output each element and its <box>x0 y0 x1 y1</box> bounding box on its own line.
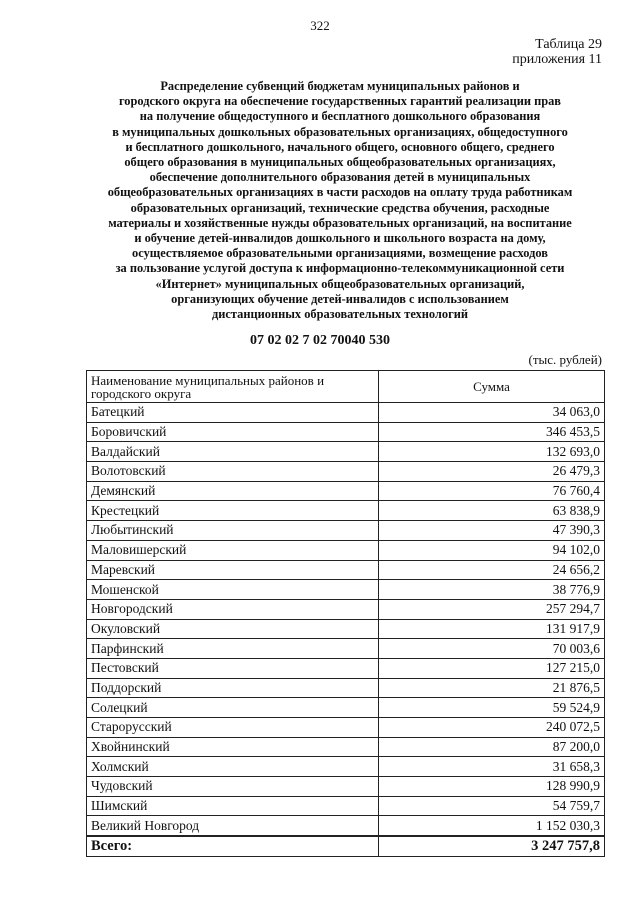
title-line: на получение общедоступного и бесплатного дошкольного образования <box>139 109 541 124</box>
district-sum: 70 003,6 <box>379 639 605 659</box>
table-reference-line: Таблица 29 <box>535 37 602 52</box>
title-line: организующих обучение детей-инвалидов с использованием <box>171 291 509 306</box>
title-line: в муниципальных дошкольных образовательных организациях, общедоступного <box>112 124 568 139</box>
table-row <box>87 521 605 541</box>
district-name: Новгородский <box>87 599 379 619</box>
table-row <box>87 481 605 501</box>
district-name: Холмский <box>87 757 379 777</box>
district-sum: 127 215,0 <box>379 658 605 678</box>
title-line: «Интернет» муниципальных общеобразовательных организаций, <box>155 276 525 291</box>
table-row <box>87 599 605 619</box>
district-name: Парфинский <box>87 639 379 659</box>
district-name: Шимский <box>87 796 379 816</box>
district-sum: 128 990,9 <box>379 777 605 797</box>
title-line: и бесплатного дошкольного, начального общего, основного общего, среднего <box>125 139 555 154</box>
table-row <box>87 403 605 423</box>
district-name: Демянский <box>87 481 379 501</box>
district-name: Хвойнинский <box>87 737 379 757</box>
table-row <box>87 718 605 738</box>
total-sum: 3 247 757,8 <box>379 836 605 856</box>
table-reference <box>512 37 602 67</box>
district-sum: 34 063,0 <box>379 403 605 423</box>
title-line: и обучение детей-инвалидов дошкольного и школьного возраста на дому, <box>134 231 546 246</box>
table-row <box>87 678 605 698</box>
district-name: Любытинский <box>87 521 379 541</box>
district-name: Мошенской <box>87 580 379 600</box>
title-line: дистанционных образовательных технологий <box>212 307 468 322</box>
table-row <box>87 580 605 600</box>
district-sum: 21 876,5 <box>379 678 605 698</box>
table-row <box>87 619 605 639</box>
table-row <box>87 796 605 816</box>
district-sum: 257 294,7 <box>379 599 605 619</box>
district-name: Поддорский <box>87 678 379 698</box>
table-row <box>87 560 605 580</box>
title-line: материалы и хозяйственные нужды образовательных организаций, на воспитание <box>108 215 572 230</box>
table-row <box>87 540 605 560</box>
table-row <box>87 462 605 482</box>
budget-classification-code: 07 02 02 7 02 70040 530 <box>250 333 390 348</box>
table-reference-line: приложения 11 <box>512 52 602 67</box>
district-sum: 132 693,0 <box>379 442 605 462</box>
district-name: Великий Новгород <box>87 816 379 836</box>
district-name: Маревский <box>87 560 379 580</box>
district-name: Старорусский <box>87 718 379 738</box>
district-sum: 59 524,9 <box>379 698 605 718</box>
district-name: Батецкий <box>87 403 379 423</box>
title-line: обеспечение дополнительного образования детей в муниципальных <box>149 170 531 185</box>
district-sum: 26 479,3 <box>379 462 605 482</box>
table-body <box>87 403 605 857</box>
title-line: общего образования в муниципальных общеобразовательных организациях, <box>124 155 556 170</box>
district-sum: 47 390,3 <box>379 521 605 541</box>
title-line: за пользование услугой доступа к информационно-телекоммуникационной сети <box>115 261 565 276</box>
table-row <box>87 698 605 718</box>
subventions-table <box>86 370 605 857</box>
column-header-name: Наименование муниципальных районов и городского округа <box>87 371 379 403</box>
district-sum: 346 453,5 <box>379 422 605 442</box>
table-row <box>87 639 605 659</box>
table-row <box>87 442 605 462</box>
district-sum: 54 759,7 <box>379 796 605 816</box>
district-sum: 94 102,0 <box>379 540 605 560</box>
table-row <box>87 422 605 442</box>
table-row <box>87 501 605 521</box>
district-name: Солецкий <box>87 698 379 718</box>
district-sum: 1 152 030,3 <box>379 816 605 836</box>
title-line: образовательных организаций, технические средства обучения, расходные <box>130 200 550 215</box>
table-header-row <box>87 371 605 403</box>
district-name: Маловишерский <box>87 540 379 560</box>
total-label: Всего: <box>87 836 379 856</box>
table-row <box>87 658 605 678</box>
column-header-sum: Сумма <box>379 371 605 403</box>
district-name: Валдайский <box>87 442 379 462</box>
district-name: Чудовский <box>87 777 379 797</box>
title-line: общеобразовательных организациях в части расходов на оплату труда работникам <box>107 185 573 200</box>
district-sum: 131 917,9 <box>379 619 605 639</box>
title-line: городского округа на обеспечение государственных гарантий реализации прав <box>118 94 561 109</box>
district-name: Пестовский <box>87 658 379 678</box>
total-row <box>87 836 605 856</box>
title-line: Распределение субвенций бюджетам муниципальных районов и <box>160 79 520 93</box>
district-name: Волотовский <box>87 462 379 482</box>
district-sum: 240 072,5 <box>379 718 605 738</box>
table-row <box>87 816 605 836</box>
district-name: Боровичский <box>87 422 379 442</box>
title-line: осуществляемое образовательными организациями, возмещение расходов <box>132 246 548 261</box>
district-sum: 76 760,4 <box>379 481 605 501</box>
district-sum: 63 838,9 <box>379 501 605 521</box>
district-sum: 38 776,9 <box>379 580 605 600</box>
units-note: (тыс. рублей) <box>528 352 602 367</box>
page-number: 322 <box>310 18 330 33</box>
table-row <box>87 737 605 757</box>
district-sum: 24 656,2 <box>379 560 605 580</box>
district-sum: 31 658,3 <box>379 757 605 777</box>
district-name: Крестецкий <box>87 501 379 521</box>
district-sum: 87 200,0 <box>379 737 605 757</box>
table-row <box>87 757 605 777</box>
table-row <box>87 777 605 797</box>
document-title <box>70 79 610 322</box>
district-name: Окуловский <box>87 619 379 639</box>
